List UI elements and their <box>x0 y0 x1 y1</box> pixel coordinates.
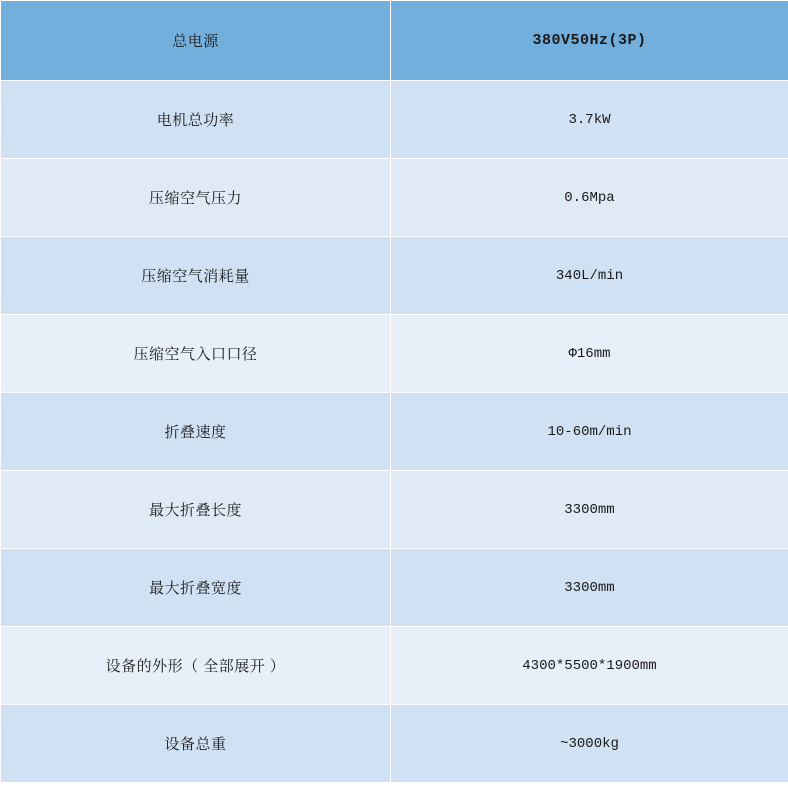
row-value: 340L/min <box>391 237 788 315</box>
row-label: 压缩空气消耗量 <box>1 237 391 315</box>
header-cell-value: 380V50Hz(3P) <box>391 1 788 81</box>
table-row <box>1 237 788 315</box>
table-row <box>1 549 788 627</box>
row-value: Φ16mm <box>391 315 788 393</box>
row-label: 压缩空气入口口径 <box>1 315 391 393</box>
row-value: 10-60m/min <box>391 393 788 471</box>
table-header <box>1 1 788 81</box>
row-label: 最大折叠宽度 <box>1 549 391 627</box>
row-label: 设备的外形（ 全部展开 ） <box>1 627 391 705</box>
row-value: 3300mm <box>391 549 788 627</box>
row-value: 0.6Mpa <box>391 159 788 237</box>
row-label: 设备总重 <box>1 705 391 783</box>
table-row <box>1 159 788 237</box>
table-row <box>1 705 788 783</box>
table-row <box>1 393 788 471</box>
table-row <box>1 81 788 159</box>
table-body <box>1 81 788 783</box>
table-row <box>1 471 788 549</box>
row-value: 3300mm <box>391 471 788 549</box>
table-row <box>1 315 788 393</box>
row-value: 4300*5500*1900mm <box>391 627 788 705</box>
row-value: ~3000kg <box>391 705 788 783</box>
row-label: 最大折叠长度 <box>1 471 391 549</box>
table-row <box>1 627 788 705</box>
row-label: 压缩空气压力 <box>1 159 391 237</box>
row-label: 电机总功率 <box>1 81 391 159</box>
table-header-row <box>1 1 788 81</box>
row-value: 3.7kW <box>391 81 788 159</box>
header-cell-parameter: 总电源 <box>1 1 391 81</box>
row-label: 折叠速度 <box>1 393 391 471</box>
